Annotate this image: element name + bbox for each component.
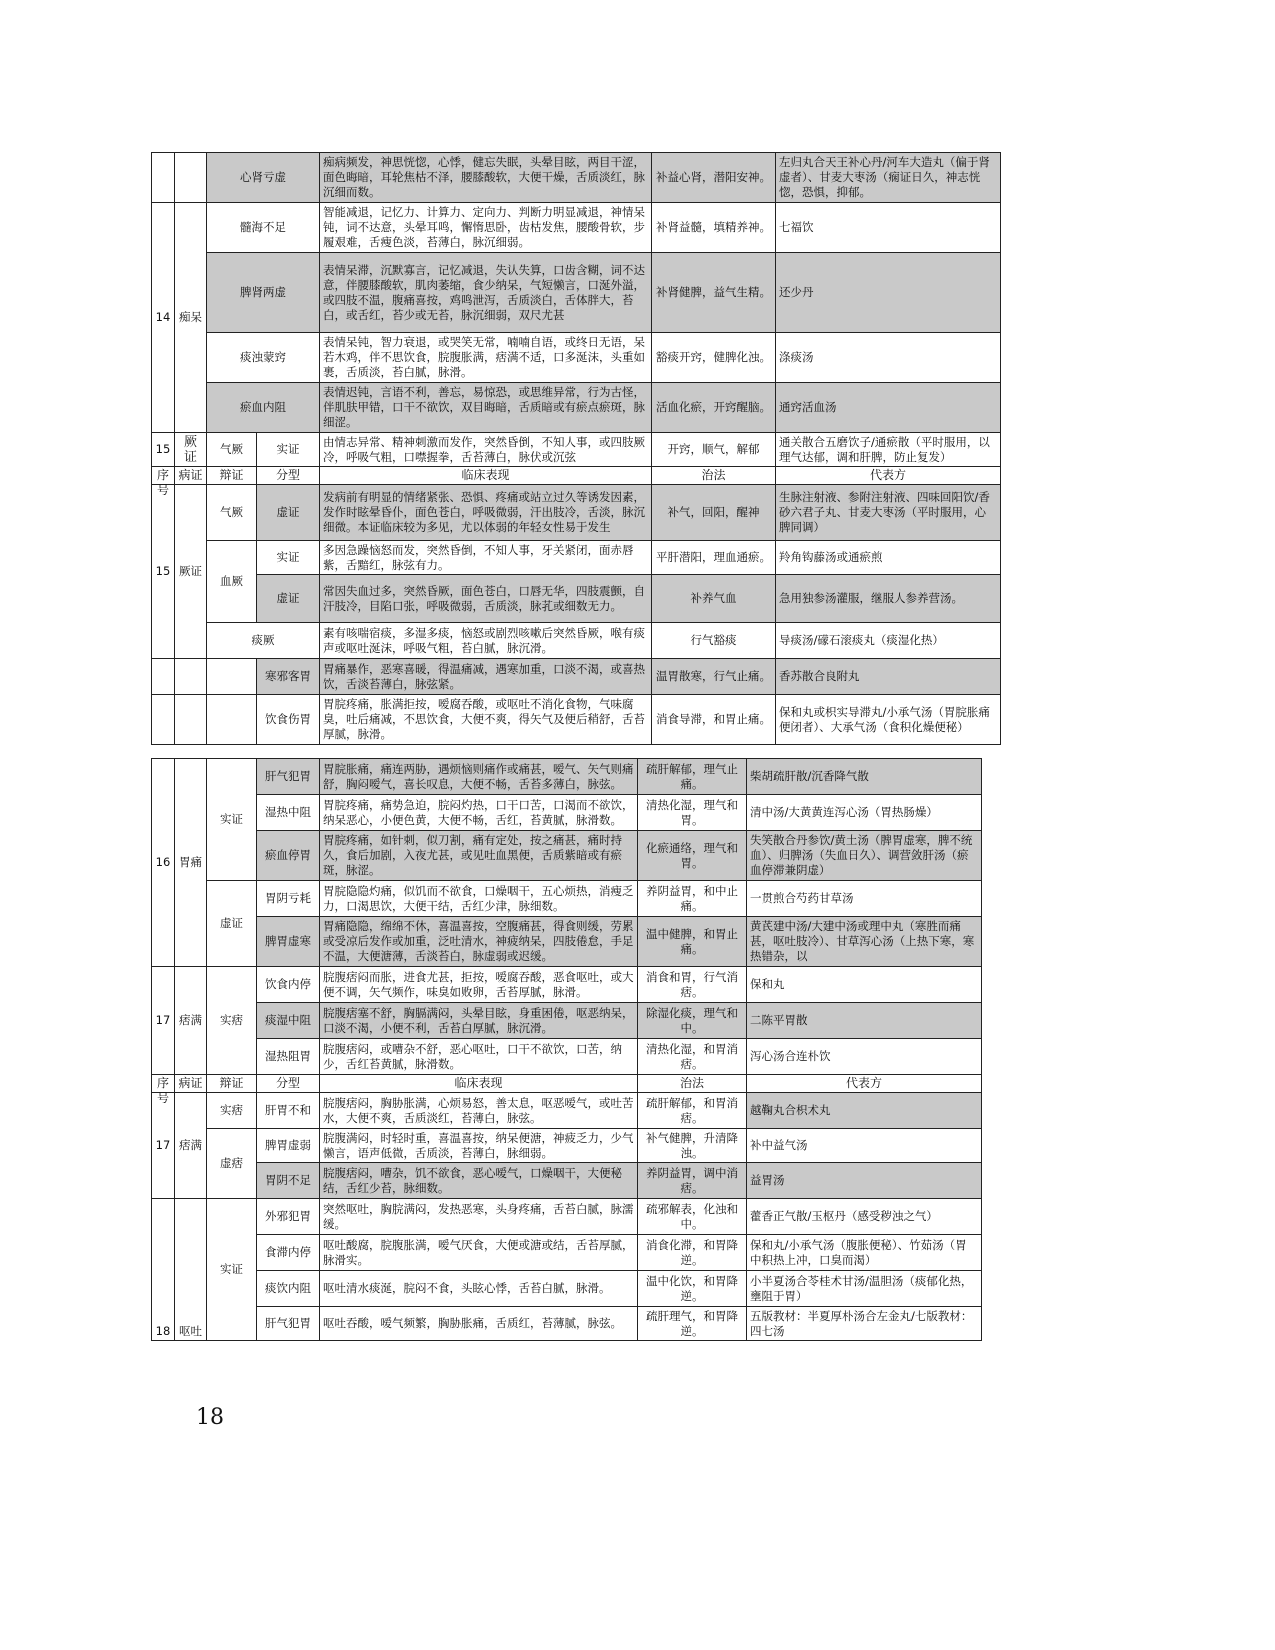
disease-cell-empty	[175, 659, 207, 695]
seq-cell: 18	[152, 1199, 175, 1341]
type-cell: 食滞内停	[257, 1235, 320, 1271]
clinical-cell: 脘腹痞塞不舒，胸膈满闷，头晕目眩，身重困倦，呕恶纳呆，口淡不渴，小便不利，舌苔白厚腻，脉沉滑。	[320, 1003, 638, 1039]
clinical-cell	[320, 433, 652, 467]
header-seq	[152, 467, 175, 497]
table-row	[152, 253, 1001, 333]
formula-cell: 小半夏汤合苓桂术甘汤/温胆汤（痰郁化热，壅阻于胃）	[747, 1271, 982, 1307]
syndrome-table-upper	[151, 152, 1001, 745]
treatment-cell: 温胃散寒，行气止痛。	[652, 659, 776, 695]
treatment-cell: 除湿化痰，理气和中。	[638, 1003, 747, 1039]
diff-cell: 实痞	[207, 967, 257, 1075]
clinical-cell: 痴病频发，神思恍惚，心悸，健忘失眠，头晕目眩，两目干涩，面色晦暗，耳轮焦枯不泽，腰膝酸软，大便干燥，舌质淡红，脉沉细而数。	[320, 153, 652, 203]
type-cell: 湿热中阻	[257, 795, 320, 831]
formula-cell: 还少丹	[776, 253, 1001, 333]
formula-cell: 益胃汤	[747, 1163, 982, 1199]
formula-cell: 泻心汤合连朴饮	[747, 1039, 982, 1075]
type-cell: 心肾亏虚	[207, 153, 320, 203]
diff-cell: 血厥	[207, 541, 257, 623]
header-formula: 代表方	[747, 1075, 982, 1093]
clinical-cell: 表情迟钝，言语不利，善忘，易惊恐，或思维异常，行为古怪，伴肌肤甲错，口干不欲饮，双目晦暗，舌质暗或有瘀点瘀斑，脉细涩。	[320, 383, 652, 433]
table-row	[152, 881, 982, 917]
table-row	[152, 1039, 982, 1075]
clinical-text: 胃脘疼痛，痛势急迫，脘闷灼热，口干口苦，口渴而不欲饮，纳呆恶心，小便色黄，大便不畅，舌红，苔黄腻，脉滑数。	[323, 797, 634, 827]
treatment-cell: 化瘀通络，理气和胃。	[638, 831, 747, 881]
treatment-cell: 开窍，顺气，解郁	[652, 433, 776, 467]
seq-cell-empty	[152, 695, 175, 745]
type-cell: 脾肾两虚	[207, 253, 320, 333]
formula-text: 黄芪建中汤/大建中汤或理中丸（寒胜而痛甚，呕吐肢冷）、甘草泻心汤（上热下寒，寒热错杂，以	[750, 919, 975, 963]
treatment-cell: 温中健脾，和胃止痛。	[638, 917, 747, 967]
header-disease: 病证	[175, 1075, 207, 1093]
type-cell: 湿热阻胃	[257, 1039, 320, 1075]
header-type: 分型	[257, 467, 320, 485]
disease-cell: 痴呆	[175, 203, 207, 433]
formula-cell	[747, 831, 982, 881]
formula-cell: 五版教材：半夏厚朴汤合左金丸/七版教材：四七汤	[747, 1307, 982, 1341]
treatment-cell: 消食化滞，和胃降逆。	[638, 1235, 747, 1271]
type-cell: 外邪犯胃	[257, 1199, 320, 1235]
clinical-cell: 呕吐酸腐，脘腹胀满，嗳气厌食，大便或溏或结，舌苔厚腻，脉滑实。	[320, 1235, 638, 1271]
header-formula: 代表方	[776, 467, 1001, 485]
disease-cell: 痞满	[175, 1093, 207, 1199]
clinical-cell: 表情呆钝，智力衰退，或哭笑无常，喃喃自语，或终日无语，呆若木鸡，伴不思饮食，脘腹胀满，痞满不适，口多涎沫，头重如裹，舌质淡，苔白腻，脉滑。	[320, 333, 652, 383]
formula-cell: 急用独参汤灌服，继服人参养营汤。	[776, 575, 1001, 623]
formula-cell: 涤痰汤	[776, 333, 1001, 383]
treatment-cell: 消食和胃，行气消痞。	[638, 967, 747, 1003]
treatment-cell: 清热化湿，和胃消痞。	[638, 1039, 747, 1075]
treatment-cell: 清热化湿，理气和胃。	[638, 795, 747, 831]
disease-text: 呕吐	[179, 1324, 202, 1338]
formula-cell: 左归丸合天王补心丹/河车大造丸（偏于肾虚者）、甘麦大枣汤（痫证日久，神志恍惚，恐惧，抑郁。	[776, 153, 1001, 203]
treatment-cell: 消食导滞，和胃止痛。	[652, 695, 776, 745]
formula-cell	[747, 917, 982, 967]
formula-cell: 保和丸或枳实导滞丸/小承气汤（胃脘胀痛便闭者）、大承气汤（食积化燥便秘）	[776, 695, 1001, 745]
formula-text: 失笑散合丹参饮/黄土汤（脾胃虚寒，脾不统血）、归脾汤（失血日久）、调营敛肝汤（瘀血停滞兼阴虚）	[750, 833, 973, 877]
seq-cell: 14	[152, 203, 175, 433]
type-cell: 虚证	[257, 575, 320, 623]
type-cell: 寒邪客胃	[257, 659, 320, 695]
formula-cell: 通窍活血汤	[776, 383, 1001, 433]
type-cell: 肝胃不和	[257, 1093, 320, 1129]
formula-cell: 导痰汤/礞石滚痰丸（痰湿化热）	[776, 623, 1001, 659]
type-cell: 饮食内停	[257, 967, 320, 1003]
seq-cell-empty	[152, 153, 175, 203]
clinical-text: 表情呆滞，沉默寡言，记忆减退，失认失算，口齿含糊，词不达意，伴腰膝酸软，肌肉萎缩，食少纳呆，气短懒言，口涎外溢，或四肢不温，腹痛喜按，鸡鸣泄泻，舌质淡白，舌体胖大，苔白，或舌红，苔少或无苔，脉沉细弱，双尺尤甚	[323, 262, 645, 322]
table-row	[152, 203, 1001, 253]
clinical-cell: 智能减退，记忆力、计算力、定向力、判断力明显减退，神情呆钝，词不达意，头晕耳鸣，懈惰思卧，齿枯发焦，腰酸骨软，步履艰难，舌瘦色淡，苔薄白，脉沉细弱。	[320, 203, 652, 253]
clinical-cell: 呕吐清水痰涎，脘闷不食，头眩心悸，舌苔白腻，脉滑。	[320, 1271, 638, 1307]
clinical-cell: 胃脘疼痛，胀满拒按，嗳腐吞酸，或呕吐不消化食物，气味腐臭，吐后痛减，不思饮食，大便不爽，得矢气及便后稍舒，舌苔厚腻，脉滑。	[320, 695, 652, 745]
formula-cell: 清中汤/大黄黄连泻心汤（胃热肠燥）	[747, 795, 982, 831]
diff-cell: 气厥	[207, 485, 257, 541]
treatment-cell: 补气健脾，升清降浊。	[638, 1129, 747, 1163]
table-row	[152, 1093, 982, 1129]
table-row	[152, 695, 1001, 745]
type-cell: 脾胃虚弱	[257, 1129, 320, 1163]
table-row	[152, 1129, 982, 1163]
diff-cell: 实证	[207, 759, 257, 881]
diff-cell: 虚证	[207, 881, 257, 967]
disease-cell	[175, 1199, 207, 1341]
disease-text: 厥证	[183, 434, 197, 465]
header-clinical: 临床表现	[320, 1075, 638, 1093]
treatment-cell: 补肾健脾，益气生精。	[652, 253, 776, 333]
seq-cell: 16	[152, 759, 175, 967]
seq-cell: 17	[152, 967, 175, 1075]
clinical-text: 发病前有明显的情绪紧张、恐惧、疼痛或站立过久等诱发因素，发作时眩晕昏仆，面色苍白，呼吸微弱，汗出肢冷，舌淡，脉沉细微。本证临床较为多见，尤以体弱的年轻女性易于发生	[323, 490, 645, 534]
treatment-cell: 疏邪解表，化浊和中。	[638, 1199, 747, 1235]
table-row	[152, 659, 1001, 695]
table-row	[152, 795, 982, 831]
table-row	[152, 759, 982, 795]
treatment-cell: 温中化饮，和胃降逆。	[638, 1271, 747, 1307]
formula-cell: 香苏散合良附丸	[776, 659, 1001, 695]
seq-cell: 15	[152, 485, 175, 659]
seq-cell: 15	[152, 433, 175, 467]
disease-cell-empty	[175, 153, 207, 203]
treatment-cell: 疏肝解郁，理气止痛。	[638, 759, 747, 795]
clinical-cell	[320, 917, 638, 967]
formula-cell: 柴胡疏肝散/沉香降气散	[747, 759, 982, 795]
diff-cell: 实痞	[207, 1093, 257, 1129]
table-row	[152, 623, 1001, 659]
type-cell: 髓海不足	[207, 203, 320, 253]
clinical-text: 由情志异常、精神刺激而发作，突然昏倒，不知人事，或四肢厥冷，呼吸气粗，口噤握拳，舌苔薄白，脉伏或沉弦	[323, 434, 645, 464]
disease-cell	[175, 433, 207, 467]
clinical-cell: 脘腹满闷，时轻时重，喜温喜按，纳呆便溏，神疲乏力，少气懒言，语声低微，舌质淡，苔薄白，脉细弱。	[320, 1129, 638, 1163]
table-row	[152, 1163, 982, 1199]
formula-cell: 补中益气汤	[747, 1129, 982, 1163]
formula-cell: 保和丸	[747, 967, 982, 1003]
treatment-cell: 养阴益胃，和中止痛。	[638, 881, 747, 917]
clinical-cell: 胃痛暴作，恶寒喜暖，得温痛减，遇寒加重，口淡不渴，或喜热饮，舌淡苔薄白，脉弦紧。	[320, 659, 652, 695]
clinical-cell: 多因急躁恼怒而发，突然昏倒，不知人事，牙关紧闭，面赤唇紫，舌黯红，脉弦有力。	[320, 541, 652, 575]
header-seq-text: 序号	[156, 468, 169, 497]
clinical-cell	[320, 795, 638, 831]
treatment-cell: 行气豁痰	[652, 623, 776, 659]
diff-cell-empty	[207, 659, 257, 695]
header-seq	[152, 1075, 175, 1105]
type-cell: 肝气犯胃	[257, 759, 320, 795]
type-cell: 实证	[257, 433, 320, 467]
header-clinical: 临床表现	[320, 467, 652, 485]
formula-cell: 藿香正气散/玉枢丹（感受秽浊之气）	[747, 1199, 982, 1235]
treatment-cell: 疏肝理气，和胃降逆。	[638, 1307, 747, 1341]
treatment-cell: 养阴益胃，调中消痞。	[638, 1163, 747, 1199]
clinical-cell: 胃脘疼痛，如针刺，似刀割，痛有定处，按之痛甚，痛时持久，食后加剧，入夜尤甚，或见吐血黑便，舌质紫暗或有瘀斑，脉涩。	[320, 831, 638, 881]
treatment-cell: 补养气血	[652, 575, 776, 623]
disease-cell-empty	[175, 695, 207, 745]
table-header-row	[152, 1075, 982, 1093]
formula-cell	[747, 1235, 982, 1271]
clinical-cell: 脘腹痞闷，或嘈杂不舒，恶心呕吐，口干不欲饮，口苦，纳少，舌红苔黄腻，脉滑数。	[320, 1039, 638, 1075]
header-seq-text: 序号	[156, 1076, 169, 1105]
formula-cell: 七福饮	[776, 203, 1001, 253]
clinical-cell: 胃脘隐隐灼痛，似饥而不欲食，口燥咽干，五心烦热，消瘦乏力，口渴思饮，大便干结，舌红少津，脉细数。	[320, 881, 638, 917]
header-treatment: 治法	[652, 467, 776, 485]
formula-text: 通关散合五磨饮子/通瘀散（平时服用，以理气达郁，调和肝脾，防止复发）	[779, 434, 990, 464]
treatment-cell: 疏肝解郁，和胃消痞。	[638, 1093, 747, 1129]
header-treatment: 治法	[638, 1075, 747, 1093]
clinical-text: 胃脘胀痛，痛连两胁，遇烦恼则痛作或痛甚，嗳气、矢气则痛舒，胸闷嗳气，喜长叹息，大便不畅，舌苔多薄白，脉弦。	[323, 761, 634, 791]
clinical-cell: 脘腹痞闷而胀，进食尤甚，拒按，嗳腐吞酸，恶食呕吐，或大便不调，矢气频作，味臭如败卵，舌苔厚腻，脉滑。	[320, 967, 638, 1003]
table-row	[152, 485, 1001, 541]
type-cell: 瘀血停胃	[257, 831, 320, 881]
header-disease: 病证	[175, 467, 207, 485]
table-row	[152, 831, 982, 881]
header-diff: 辩证	[207, 467, 257, 485]
type-cell: 虚证	[257, 485, 320, 541]
clinical-cell	[320, 485, 652, 541]
formula-cell	[776, 433, 1001, 467]
clinical-cell: 突然呕吐，胸脘满闷，发热恶寒，头身疼痛，舌苔白腻，脉濡缓。	[320, 1199, 638, 1235]
type-cell: 饮食伤胃	[257, 695, 320, 745]
diff-cell: 气厥	[207, 433, 257, 467]
clinical-cell	[320, 759, 638, 795]
type-cell: 胃阴不足	[257, 1163, 320, 1199]
header-diff: 辩证	[207, 1075, 257, 1093]
formula-cell: 一贯煎合芍药甘草汤	[747, 881, 982, 917]
seq-cell-empty	[152, 659, 175, 695]
table-row	[152, 433, 1001, 467]
page-number: 18	[196, 1405, 224, 1430]
table-row	[152, 333, 1001, 383]
header-type: 分型	[257, 1075, 320, 1093]
table-row	[152, 917, 982, 967]
table-header-row	[152, 467, 1001, 485]
table-row	[152, 1199, 982, 1235]
type-cell: 痰厥	[207, 623, 320, 659]
table-row	[152, 383, 1001, 433]
type-cell: 痰饮内阻	[257, 1271, 320, 1307]
clinical-cell	[320, 253, 652, 333]
type-cell: 瘀血内阻	[207, 383, 320, 433]
clinical-cell: 脘腹痞闷，嘈杂，饥不欲食，恶心嗳气，口燥咽干，大便秘结，舌红少苔，脉细数。	[320, 1163, 638, 1199]
type-cell: 脾胃虚寒	[257, 917, 320, 967]
diff-cell: 虚痞	[207, 1129, 257, 1199]
treatment-cell: 补肾益髓，填精养神。	[652, 203, 776, 253]
type-cell: 痰浊蒙窍	[207, 333, 320, 383]
seq-cell: 17	[152, 1093, 175, 1199]
table-row	[152, 1003, 982, 1039]
table-row	[152, 541, 1001, 575]
formula-cell: 越鞠丸合枳术丸	[747, 1093, 982, 1129]
table-row	[152, 1271, 982, 1307]
treatment-cell: 补气，回阳，醒神	[652, 485, 776, 541]
clinical-cell: 素有咳喘宿痰，多湿多痰，恼怒或剧烈咳嗽后突然昏厥，喉有痰声或呕吐涎沫，呼吸气粗，苔白腻，脉沉滑。	[320, 623, 652, 659]
table-row	[152, 1307, 982, 1341]
table-row	[152, 153, 1001, 203]
table-row	[152, 575, 1001, 623]
disease-cell: 痞满	[175, 967, 207, 1075]
type-cell: 肝气犯胃	[257, 1307, 320, 1341]
type-cell: 痰湿中阻	[257, 1003, 320, 1039]
clinical-cell: 脘腹痞闷，胸胁胀满，心烦易怒，善太息，呕恶嗳气，或吐苦水，大便不爽，舌质淡红，苔薄白，脉弦。	[320, 1093, 638, 1129]
treatment-cell: 补益心肾，潜阳安神。	[652, 153, 776, 203]
type-cell: 胃阴亏耗	[257, 881, 320, 917]
disease-cell: 厥证	[175, 485, 207, 659]
formula-cell: 羚角钩藤汤或通瘀煎	[776, 541, 1001, 575]
disease-cell: 胃痛	[175, 759, 207, 967]
syndrome-table-lower	[151, 758, 982, 1341]
table-row	[152, 967, 982, 1003]
treatment-cell: 平肝潜阳，理血通瘀。	[652, 541, 776, 575]
clinical-cell: 常因失血过多，突然昏厥，面色苍白，口唇无华，四肢震颤，自汗肢冷，目陷口张，呼吸微弱，舌质淡，脉芤或细数无力。	[320, 575, 652, 623]
formula-text: 保和丸/小承气汤（腹胀便秘）、竹茹汤（胃中积热上冲，口臭而渴）	[750, 1237, 967, 1267]
diff-cell-empty	[207, 695, 257, 745]
formula-cell: 生脉注射液、参附注射液、四味回阳饮/香砂六君子丸、甘麦大枣汤（平时服用，心脾同调）	[776, 485, 1001, 541]
type-cell: 实证	[257, 541, 320, 575]
treatment-cell: 豁痰开窍，健脾化浊。	[652, 333, 776, 383]
treatment-cell: 活血化瘀，开窍醒脑。	[652, 383, 776, 433]
diff-cell: 实证	[207, 1199, 257, 1341]
clinical-text: 胃痛隐隐，绵绵不休，喜温喜按，空腹痛甚，得食则缓，劳累或受凉后发作或加重，泛吐清水，神疲纳呆，四肢倦怠，手足不温，大便溏薄，舌淡苔白，脉虚弱或迟缓。	[323, 919, 634, 963]
clinical-cell: 呕吐吞酸，嗳气频繁，胸胁胀痛，舌质红，苔薄腻，脉弦。	[320, 1307, 638, 1341]
formula-cell: 二陈平胃散	[747, 1003, 982, 1039]
table-row	[152, 1235, 982, 1271]
